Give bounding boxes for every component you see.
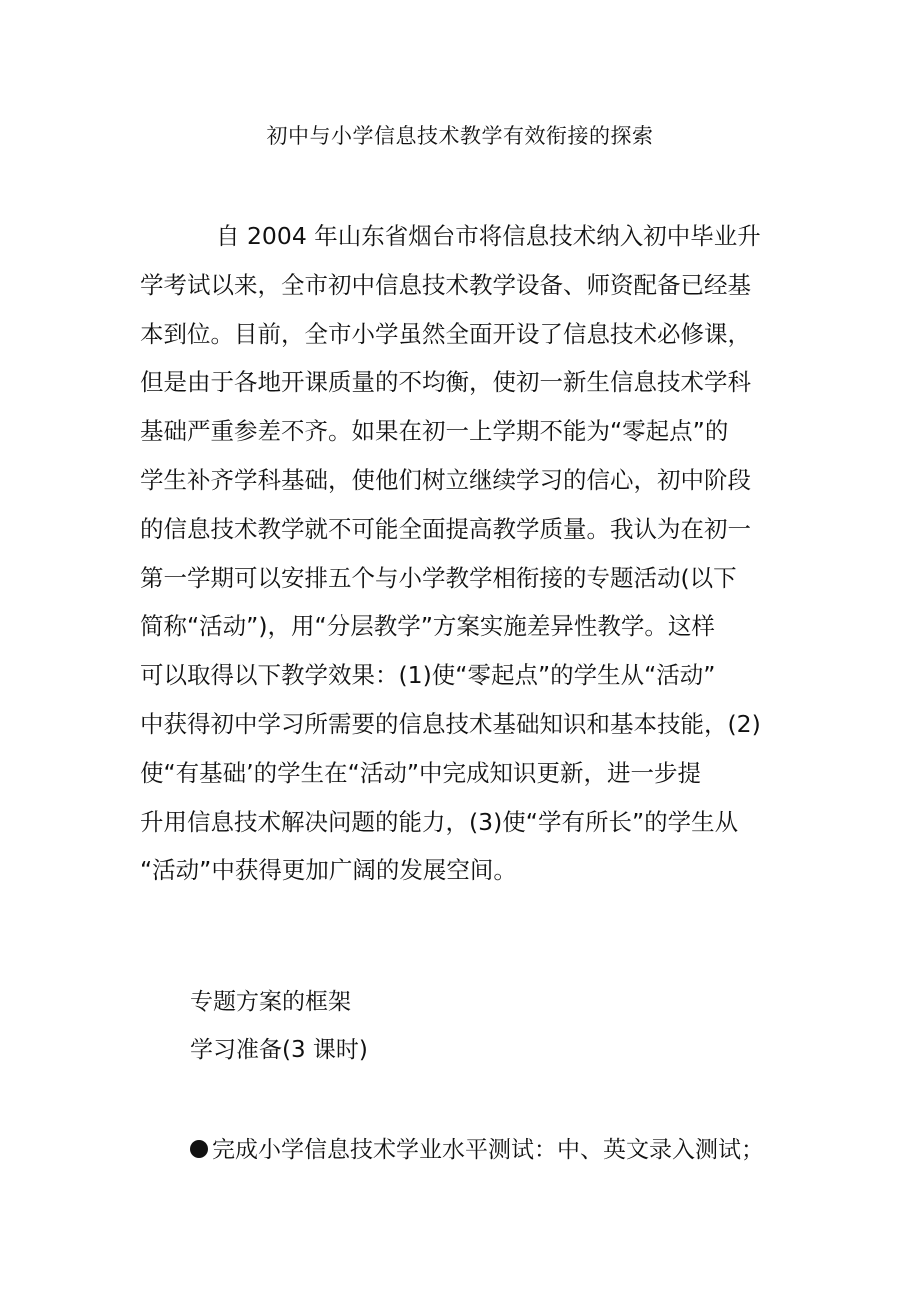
body-paragraph [140,212,790,895]
paragraph-line: “活动”中获得更加广阔的发展空间。 [140,856,517,885]
paragraph-line: 使“有基础’的学生在“活动”中完成知识更新，进一步提 [140,758,701,787]
paragraph-line: 可以取得以下教学效果：(1)使“零起点”的学生从“活动” [140,661,716,690]
paragraph-line: 本到位。目前，全市小学虽然全面开设了信息技术必修课， [140,319,751,348]
document-title: 初中与小学信息技术教学有效衔接的探索 [266,124,654,148]
paragraph-line: 但是由于各地开课质量的不均衡，使初一新生信息技术学科 [140,368,751,397]
paragraph-line: 的信息技术教学就不可能全面提高教学质量。我认为在初一 [140,514,751,543]
paragraph-line: 升用信息技术解决问题的能力，(3)使“学有所长”的学生从 [140,807,739,836]
paragraph-line: 基础严重参差不齐。如果在初一上学期不能为“零起点”的 [140,417,729,446]
bullet-text: 完成小学信息技术学业水平测试：中、英文录入测试； [212,1137,764,1163]
paragraph-line: 学考试以来，全市初中信息技术教学设备、师资配备已经基 [140,270,751,299]
bullet-list-item [190,1130,764,1170]
paragraph-line: 简称“活动”)，用“分层教学”方案实施差异性教学。这样 [140,612,715,641]
paragraph-line: 自 2004 年山东省烟台市将信息技术纳入初中毕业升 [216,222,761,250]
paragraph-line: 学生补齐学科基础，使他们树立继续学习的信心，初中阶段 [140,465,751,494]
section-heading: 专题方案的框架 [190,989,351,1015]
paragraph-line: 中获得初中学习所需要的信息技术基础知识和基本技能，(2) [140,709,761,738]
subsection-heading: 学习准备(3 课时) [190,1037,368,1063]
paragraph-line: 第一学期可以安排五个与小学教学相衔接的专题活动(以下 [140,563,737,592]
bullet-icon [190,1140,208,1158]
